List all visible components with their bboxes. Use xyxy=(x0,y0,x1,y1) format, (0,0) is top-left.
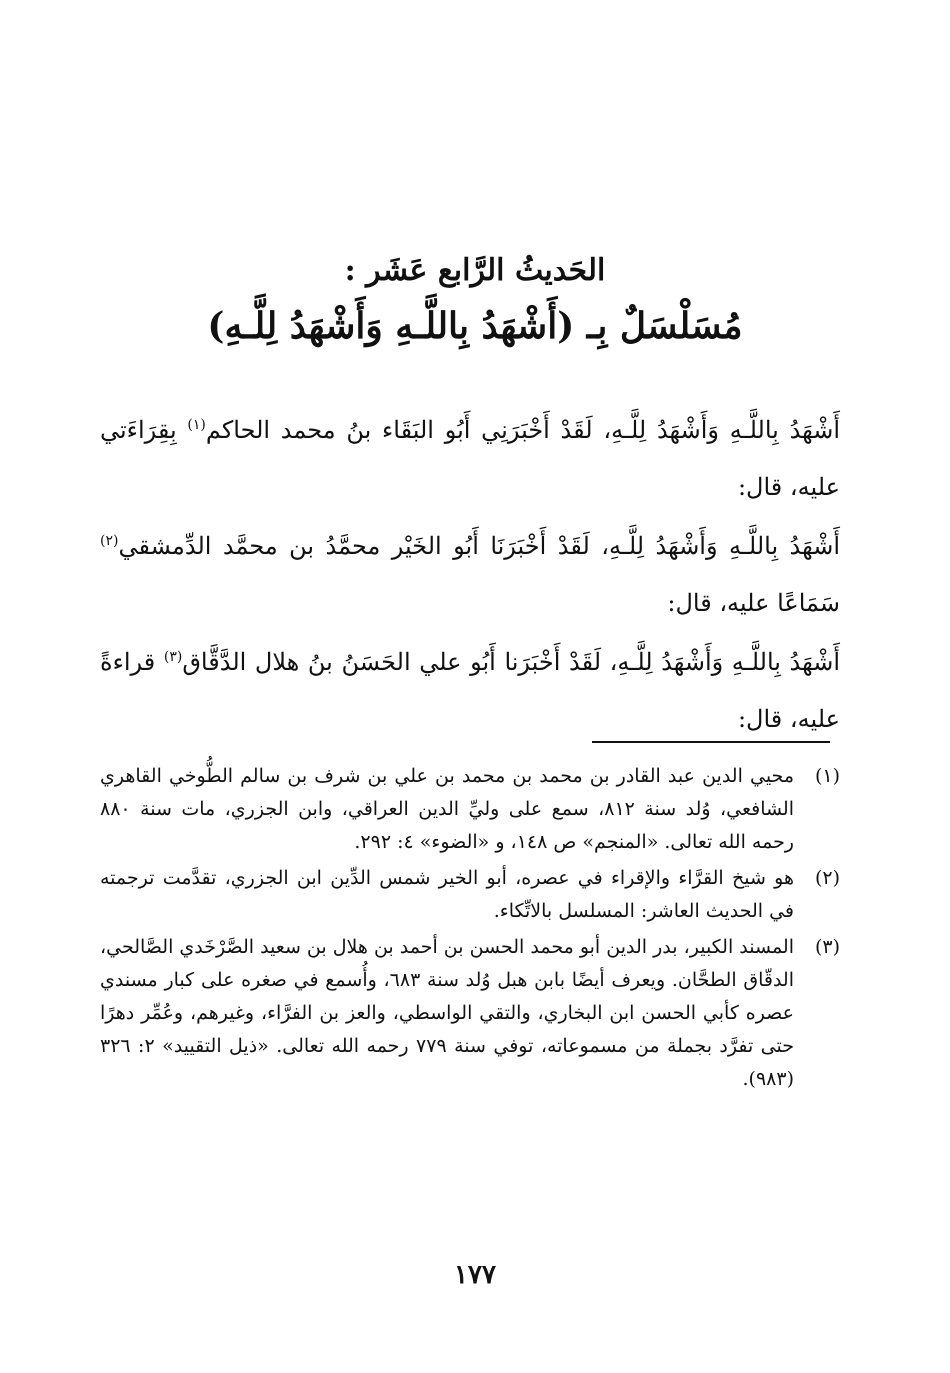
footnote-text: المسند الكبير، بدر الدين أبو محمد الحسن بن أحمد بن هلال بن سعيد الصَّرْخَدي الصَّالحي، الدقّاق الطحَّان. ويعرف أيضًا بابن هبل وُلد سنة ٦٨٣، وأُسمع في صغره على كبار مسندي عصره كأبي الحسن ابن البخاري، والتقي الواسطي، والعز بن الفرَّاء، وغيرهم، وعُمِّر دهرًا حتى تفرَّد بجملة من مسموعاته، توفي سنة ٧٧٩ رحمه الله تعالى. «ذيل التقييد» ٢: ٣٢٦ (٩٨٣). xyxy=(100,936,794,1090)
footnote-number: (٢) xyxy=(814,867,840,889)
isnad-paragraph xyxy=(100,634,840,748)
isnad-paragraph xyxy=(100,402,840,516)
page-number: ١٧٧ xyxy=(454,1260,496,1290)
footnote-ref: (٣) xyxy=(163,649,183,665)
footnote xyxy=(100,760,840,859)
isnad-text: أَشْهَدُ بِاللَّـهِ وَأَشْهَدُ لِلَّـهِ، لَقَدْ أَخْبَرَنَا أَبُو الخَيْر محمَّدُ بن محمَّد الدِّمشقي xyxy=(118,532,840,560)
isnad-text-continued: قراءةً عليه، قال: xyxy=(100,648,840,733)
footnote-ref: (٢) xyxy=(100,533,119,549)
hadith-heading xyxy=(140,248,810,354)
footnote xyxy=(100,931,840,1096)
footnote xyxy=(100,862,840,928)
footnote-text: محيي الدين عبد القادر بن محمد بن محمد بن علي بن شرف بن سالم الطُّوخي القاهري الشافعي، وُلد سنة ٨١٢، سمع على وليِّ الدين العراقي، وابن الجزري، مات سنة ٨٨٠ رحمه الله تعالى. «المنجم» ص ١٤٨، و «الضوء» ٤: ٢٩٢. xyxy=(100,765,794,853)
isnad-text-continued: سَمَاعًا عليه، قال: xyxy=(667,589,840,617)
isnad-text: أَشْهَدُ بِاللَّـهِ وَأَشْهَدُ لِلَّـهِ، لَقَدْ أَخْبَرَنِي أَبُو البَقَاء بنُ محمد الحاكم xyxy=(205,416,841,444)
hadith-number-title: الحَديثُ الرَّابع عَشَر : xyxy=(344,253,606,288)
footnote-text: هو شيخ القرَّاء والإقراء في عصره، أبو الخير شمس الدِّين ابن الجزري، تقدَّمت ترجمته في الحديث العاشر: المسلسل بالاتِّكاء. xyxy=(100,867,794,922)
hadith-subtitle: مُسَلْسَلٌ بِـ (أَشْهَدُ بِاللَّـهِ وَأَشْهَدُ لِلَّـهِ) xyxy=(207,305,743,347)
isnad-text: أَشْهَدُ بِاللَّـهِ وَأَشْهَدُ لِلَّـهِ، لَقَدْ أَخْبَرَنا أَبُو علي الحَسَنُ بنُ هلال الدَّقَّاق xyxy=(182,648,840,676)
isnad-paragraph xyxy=(100,518,840,632)
hadith-text xyxy=(100,402,840,750)
isnad-text-continued: بِقِرَاءَتي عليه، قال: xyxy=(100,416,840,501)
footnote-divider xyxy=(592,741,830,743)
footnote-ref: (١) xyxy=(187,417,206,433)
footnote-number: (١) xyxy=(814,765,840,787)
footnotes-section xyxy=(100,760,840,1099)
footnote-number: (٣) xyxy=(814,936,840,958)
